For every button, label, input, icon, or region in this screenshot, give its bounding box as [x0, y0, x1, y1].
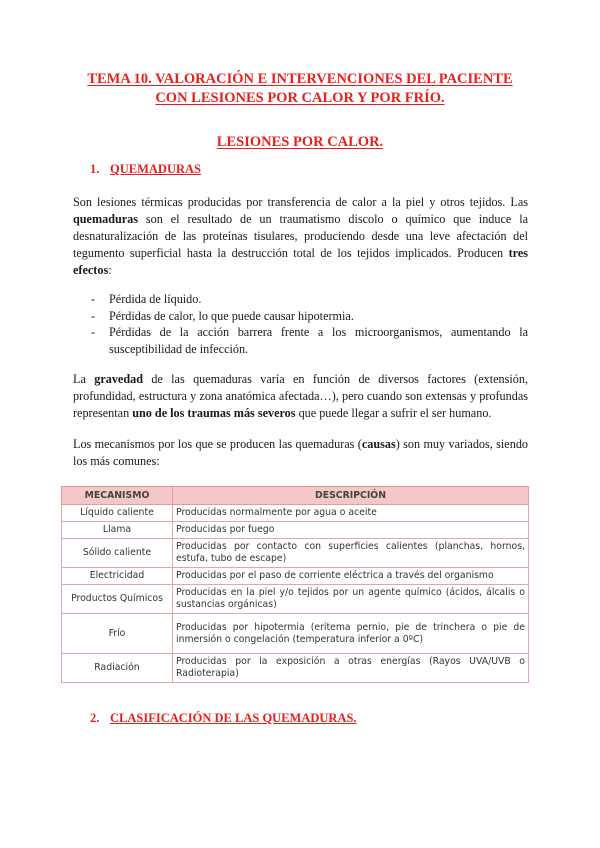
heading-clasificacion: [90, 711, 357, 726]
mechanism-cell: Radiación: [62, 654, 173, 683]
intro-bold-1: quemaduras: [73, 212, 139, 226]
intro-text-3: :: [108, 263, 112, 277]
mechanism-cell: Frío: [62, 614, 173, 654]
title-line-1: TEMA 10. VALORACIÓN E INTERVENCIONES DEL PACIENTE: [87, 71, 513, 87]
heading-text: CLASIFICACIÓN DE LAS QUEMADURAS.: [110, 711, 357, 725]
gravity-text-1: La: [73, 372, 95, 386]
mechanism-cell: Líquido caliente: [62, 505, 173, 522]
list-item: - Pérdidas de calor, lo que puede causar hipotermia.: [73, 308, 528, 325]
table-row: [62, 568, 529, 585]
description-cell: Producidas por fuego: [173, 522, 529, 539]
list-item: - Pérdidas de la acción barrera frente a los microorganismos, aumentando la susceptibilidad de infección.: [73, 324, 528, 357]
intro-bold-2: tres efectos: [73, 246, 528, 277]
table-row: [62, 522, 529, 539]
intro-text-2: son el resultado de un traumatismo discolo o químico que induce la desnaturalización de las proteínas tisulares, produciendo desde una leve afectación del tegumento superficial hasta la destrucción total de los tejidos implicados. Producen: [73, 212, 528, 260]
mechanism-cell: Sólido caliente: [62, 539, 173, 568]
gravity-text-3: que puede llegar a sufrir el ser humano.: [295, 406, 492, 420]
description-cell: Producidas por hipotermia (eritema pernio, pie de trinchera o pie de inmersión o congelación (temperatura inferior a 0ºC): [173, 614, 529, 654]
title-line-2: CON LESIONES POR CALOR Y POR FRÍO.: [155, 90, 445, 106]
intro-text-1: Son lesiones térmicas producidas por transferencia de calor a la piel y otros tejidos. Las: [73, 195, 528, 209]
gravity-paragraph: [73, 371, 528, 422]
mechanisms-intro: [73, 436, 528, 470]
mechanisms-table: [61, 486, 529, 683]
list-item: - Pérdida de líquido.: [73, 291, 528, 308]
section-title: LESIONES POR CALOR.: [216, 134, 384, 150]
description-cell: Producidas por el paso de corriente eléctrica a través del organismo: [173, 568, 529, 585]
table-row: [62, 614, 529, 654]
mech-text-2: ) son muy variados, siendo los más comunes:: [73, 437, 529, 468]
description-cell: Producidas por contacto con superficies calientes (planchas, hornos, estufa, tubo de escape): [173, 539, 529, 568]
mech-bold-1: causas: [361, 437, 396, 451]
gravity-bold-2: uno de los traumas más severos: [132, 406, 296, 420]
mechanism-cell: Llama: [62, 522, 173, 539]
heading-quemaduras: [90, 162, 201, 177]
effects-list: [73, 291, 528, 357]
table-row: [62, 505, 529, 522]
description-cell: Producidas en la piel y/o tejidos por un agente químico (ácidos, álcalis o sustancias orgánicas): [173, 585, 529, 614]
table-row: [62, 654, 529, 683]
intro-paragraph: [73, 194, 528, 279]
header-mecanismo: MECANISMO: [62, 487, 173, 505]
mech-text-1: Los mecanismos por los que se producen las quemaduras (: [73, 437, 362, 451]
heading-text: QUEMADURAS: [110, 162, 201, 176]
table-header-row: [62, 487, 529, 505]
mechanism-cell: Productos Químicos: [62, 585, 173, 614]
mechanism-cell: Electricidad: [62, 568, 173, 585]
gravity-bold-1: gravedad: [94, 372, 143, 386]
heading-number: 1.: [90, 162, 100, 176]
description-cell: Producidas por la exposición a otras energías (Rayos UVA/UVB o Radioterapia): [173, 654, 529, 683]
heading-number: 2.: [90, 711, 100, 725]
table-row: [62, 585, 529, 614]
table-row: [62, 539, 529, 568]
header-descripcion: DESCRIPCIÓN: [173, 487, 529, 505]
document-title: [60, 70, 540, 108]
description-cell: Producidas normalmente por agua o aceite: [173, 505, 529, 522]
gravity-text-2: de las quemaduras varía en función de diversos factores (extensión, profundidad, estructura y zona anatómica afectada…), pero cuando son extensas y profundas representan: [73, 372, 528, 420]
